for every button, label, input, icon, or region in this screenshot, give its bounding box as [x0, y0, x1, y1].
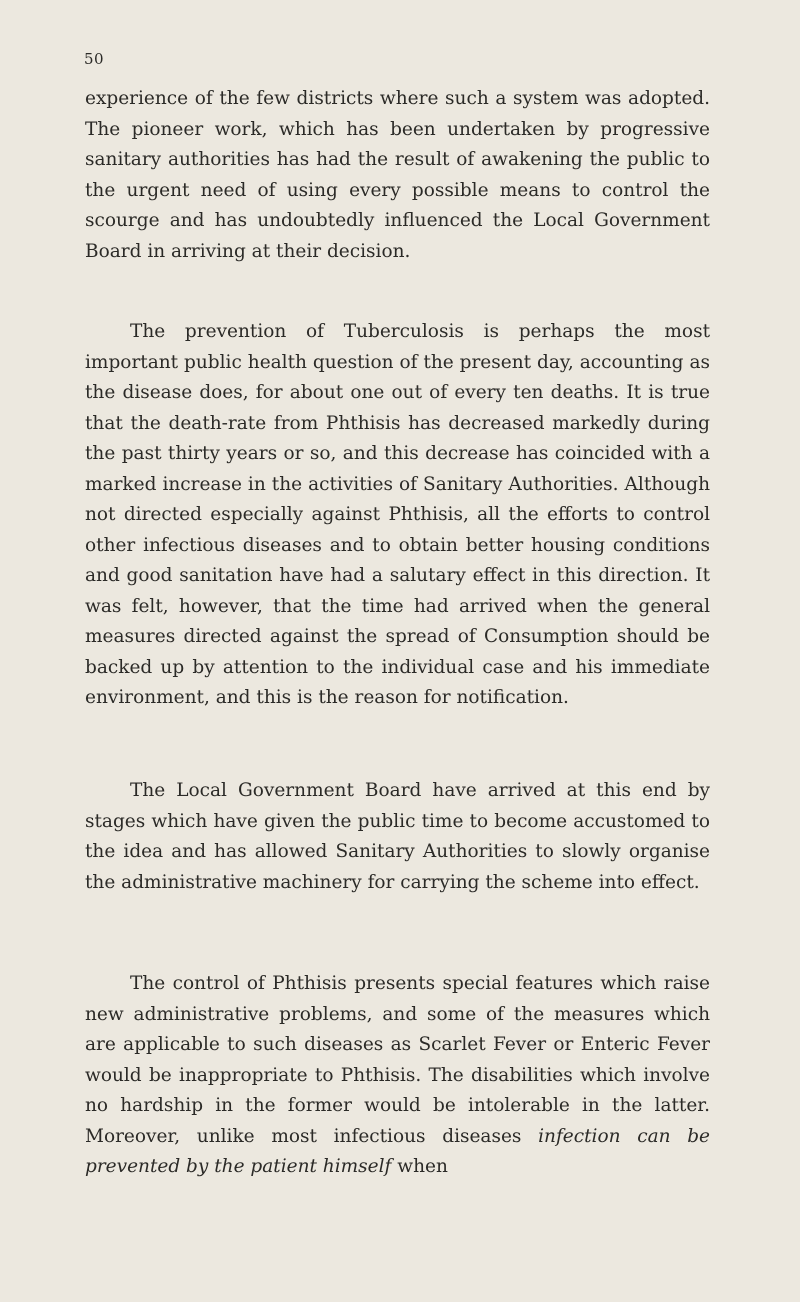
paragraph-4-trailing-text: when: [391, 1156, 448, 1177]
paragraph-4-text: The control of Phthisis presents special features which raise new administrative problems, and some of the measures which are applicable to such diseases as Scarlet Fever or Enteric Fever would be inappropriate to Phthisis. The disabilities which involve no hardship in the former would be intolerable in the latter. Moreover, unlike most infectious diseases: [85, 973, 710, 1147]
paragraph-2: The prevention of Tuberculosis is perhaps the most important public health question of the present day, accounting as the disease does, for about one out of every ten deaths. It is true that the death-rate from Phthisis has decreased markedly during the past thirty years or so, and this decrease has coincided with a marked increase in the activities of Sanitary Authorities. Although not directed especially against Phthisis, all the efforts to control other infectious diseases and to obtain better housing conditions and good sanitation have had a salutary effect in this direction. It was felt, however, that the time had arrived when the general measures directed against the spread of Consumption should be backed up by attention to the individual case and his immediate environment, and this is the reason for notification.: [85, 321, 710, 708]
page-number: 50: [84, 50, 105, 68]
paragraph-1: experience of the few districts where such a system was adopted. The pioneer work, which has been undertaken by progressive sanitary authorities has had the result of awakening the public to the urgent need of using every possible means to control the scourge and has undoubtedly influenced the Local Government Board in arriving at their decision.: [85, 88, 710, 262]
paragraph-4: [85, 969, 710, 1183]
paragraph-4-italic-text: infection can be prevented by the patient himself: [85, 1125, 711, 1177]
paragraph-3: The Local Government Board have arrived at this end by stages which have given the public time to become accustomed to the idea and has allowed Sanitary Authorities to slowly organise the administrative machinery for carrying the scheme into effect.: [85, 780, 710, 893]
